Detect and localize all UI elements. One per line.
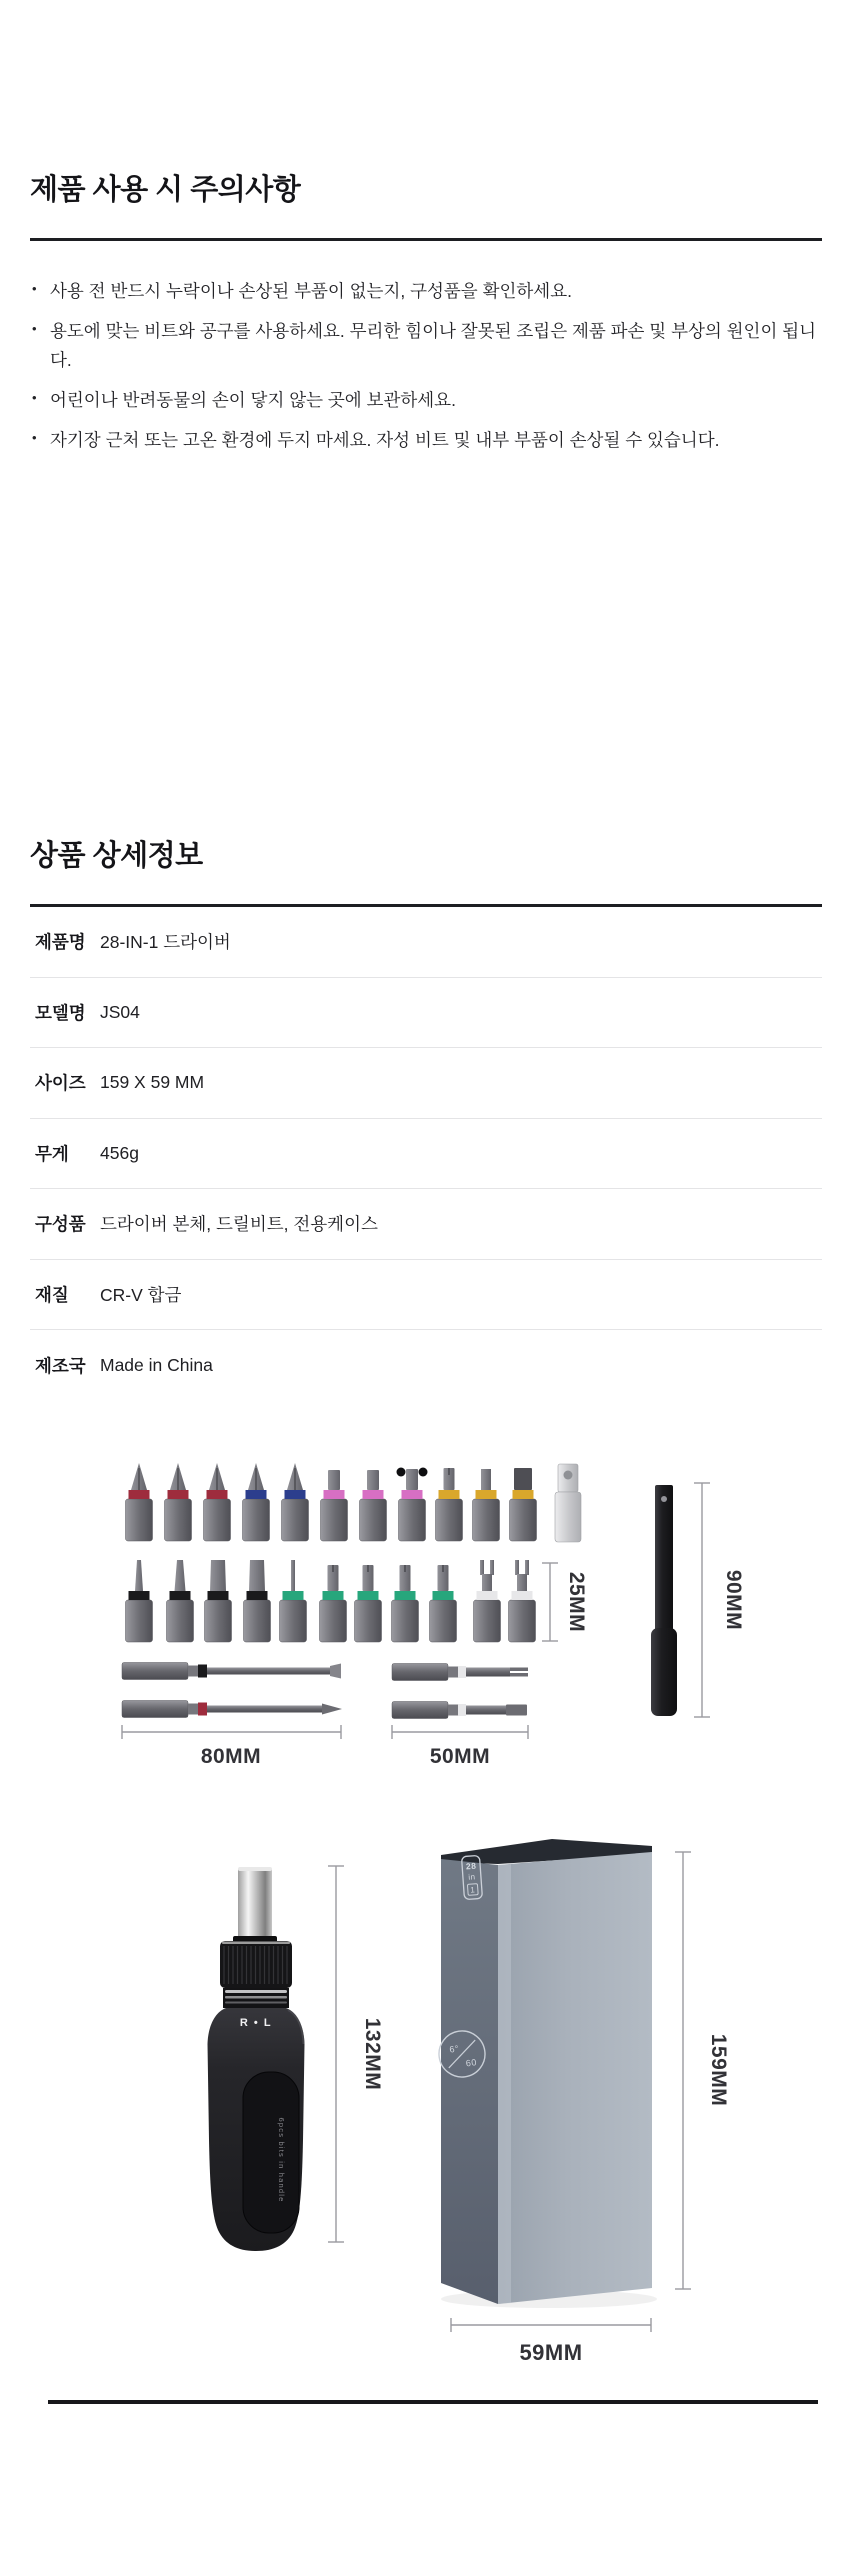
spec-row-components bbox=[30, 1189, 822, 1260]
svg-text:6°: 6° bbox=[448, 2043, 460, 2055]
spec-value: 드라이버 본체, 드릴비트, 전용케이스 bbox=[100, 1214, 378, 1235]
svg-text:90MM: 90MM bbox=[722, 1569, 745, 1631]
caution-item-3 bbox=[30, 386, 822, 414]
spec-value: CR-V 합금 bbox=[100, 1284, 182, 1305]
specs-title: 상품 상세정보 bbox=[30, 840, 203, 872]
specs-section bbox=[30, 838, 822, 1401]
spec-table bbox=[30, 907, 822, 1401]
svg-text:132MM: 132MM bbox=[361, 2017, 384, 2091]
caution-title-rule bbox=[30, 238, 822, 241]
svg-text:59MM: 59MM bbox=[519, 2340, 583, 2365]
spec-row-product-name bbox=[30, 907, 822, 978]
spec-row-size bbox=[30, 1048, 822, 1119]
bits-dimensions-figure bbox=[0, 1455, 860, 1785]
spec-value: 159 X 59 MM bbox=[100, 1072, 205, 1093]
bullet-icon: • bbox=[32, 390, 37, 406]
caution-list bbox=[30, 277, 822, 455]
svg-text:159MM: 159MM bbox=[707, 2033, 730, 2107]
caution-item-4 bbox=[30, 426, 822, 454]
caution-item-text: 용도에 맞는 비트와 공구를 사용하세요. 무리한 힘이나 잘못된 조립은 제품 파손 및 부상의 원인이 됩니다. bbox=[50, 321, 817, 370]
spec-label: 무게 bbox=[35, 1143, 69, 1164]
svg-text:25MM: 25MM bbox=[565, 1571, 588, 1633]
driver-case-dimensions-figure bbox=[0, 1820, 860, 2380]
bottom-divider bbox=[48, 2400, 818, 2404]
spec-value: 28-IN-1 드라이버 bbox=[100, 932, 231, 953]
spec-value: JS04 bbox=[100, 1001, 140, 1022]
spec-label: 제조국 bbox=[35, 1355, 86, 1376]
caution-section bbox=[30, 172, 822, 467]
bullet-icon: • bbox=[32, 430, 37, 446]
spec-value: Made in China bbox=[100, 1354, 213, 1375]
svg-text:80MM: 80MM bbox=[200, 1745, 262, 1768]
spec-label: 제품명 bbox=[35, 932, 86, 953]
spec-row-country bbox=[30, 1330, 822, 1401]
bullet-icon: • bbox=[32, 321, 37, 337]
svg-text:R • L: R • L bbox=[239, 2017, 273, 2029]
spec-label: 재질 bbox=[35, 1284, 69, 1305]
caution-item-text: 자기장 근처 또는 고온 환경에 두지 마세요. 자성 비트 및 내부 부품이 손상될 수 있습니다. bbox=[50, 430, 720, 451]
spec-row-model-name bbox=[30, 978, 822, 1049]
spec-label: 사이즈 bbox=[35, 1073, 86, 1094]
svg-text:50MM: 50MM bbox=[429, 1745, 491, 1768]
svg-text:28: 28 bbox=[465, 1860, 477, 1872]
caution-item-text: 어린이나 반려동물의 손이 닿지 않는 곳에 보관하세요. bbox=[50, 390, 456, 411]
caution-title: 제품 사용 시 주의사항 bbox=[30, 174, 301, 206]
caution-item-2 bbox=[30, 317, 822, 374]
spec-row-weight bbox=[30, 1119, 822, 1190]
spec-label: 구성품 bbox=[35, 1214, 86, 1235]
spec-label: 모델명 bbox=[35, 1002, 86, 1023]
svg-text:60: 60 bbox=[465, 2057, 478, 2069]
svg-text:6pcs bits in handle: 6pcs bits in handle bbox=[277, 2117, 286, 2203]
spec-value: 456g bbox=[100, 1142, 139, 1163]
svg-text:in: in bbox=[468, 1872, 476, 1882]
svg-text:1: 1 bbox=[470, 1885, 476, 1895]
caution-item-text: 사용 전 반드시 누락이나 손상된 부품이 없는지, 구성품을 확인하세요. bbox=[50, 281, 572, 301]
bullet-icon: • bbox=[32, 281, 37, 296]
caution-item-1 bbox=[30, 277, 822, 305]
spec-row-material bbox=[30, 1260, 822, 1331]
